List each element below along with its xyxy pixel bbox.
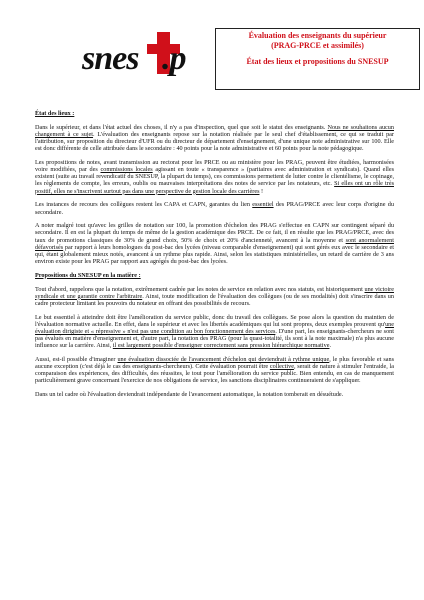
title-line-3: État des lieux et propositions du SNESUP	[246, 57, 389, 67]
header	[35, 0, 394, 90]
logo-text: snes .p	[82, 40, 186, 77]
title-line-2: (PRAG-PRCE et assimilés)	[271, 40, 364, 50]
paragraph: Les instances de recours des collègues restent les CAPA et CAPN, garantes du lien essentiel des PRAG/PRCE avec leur corps d'origine du secondaire.	[35, 201, 394, 216]
paragraph: Tout d'abord, rappelons que la notation, extrêmement cadrée par les notes de service en relation avec nos statuts, est historiquement une victoire syndicale et une garantie contre l'arbitraire. Ainsi, toute modification de l'évaluation des collègues (ou de ses modalités) doit s'inscrire dans un cadre protecteur limitant les pouvoirs du notateur en offrant des possibilités de recours.	[35, 285, 394, 307]
title-box	[215, 28, 420, 90]
paragraph: Les propositions de notes, avant transmission au rectorat pour les PRCE ou au ministère pour les PRAG, peuvent être étudiées, harmonisées voire modifiées, par des commissions locales agissant en toute « transparence » (paritaires avec administration et syndicats). Quand elles existent (suite au travail revendicatif du SNESUP, la plupart du temps), ces commissions permettent de lutter contre le clientélisme, le copinage, les règlements de compte, les erreurs, oublis ou mauvaises interprétations des notes de service par les notateurs, etc. Si elles ont un rôle très positif, elles ne s'inscrivent surtout pas dans une perspective de gestion locale des carrières !	[35, 158, 395, 195]
paragraph: A noter malgré tout qu'avec les grilles de notation sur 100, la promotion d'échelon des PRAG s'effectue en CAPN sur contingent séparé du secondaire. Il en est la plupart du temps de même de la gestion académique des PRCE. De ce fait, il en résulte que les PRAG/PRCE, avec des taux de promotions classiques de 30% de grand choix, 50% de choix et 20% d'ancienneté, avancent à la moyenne et sont anormalement défavorisés par rapport à leurs homologues du post-bac des lycées (niveau comparable d'enseignement) qui sont gérés eux avec le secondaire et qui, étant globalement mieux notés, avancent à un rythme plus rapide. Ainsi, selon les statistiques ministérielles, un retard de carrière de 3 ans environ existe pour les PRAG par rapport aux agrégés du post-bac des lycées.	[35, 222, 394, 266]
paragraph: Aussi, est-il possible d'imaginer une évaluation dissociée de l'avancement d'échelon qui deviendrait à rythme unique, le plus favorable et sans aucune exception (c'est déjà le cas des enseignants-chercheurs). Cette évaluation pourrait être collective, serait de nature à stimuler l'entraide, la comparaison des expériences, des difficultés, des réussites, le tout pour l'amélioration du service public. Bien entendu, en cas de manquement particulièrement grave concernant l'exercice de nos obligations de service, les sanctions disciplinaires continueraient de s'appliquer.	[35, 355, 395, 385]
paragraph: Dans le supérieur, et dans l'état actuel des choses, il n'y a pas d'inspection, quel que soit le statut des enseignants. Nous ne souhaitons aucun changement à ce sujet. L'évaluation des enseignants repose sur la notation réalisée par le seul chef d'établissement, ce qui se traduit par l'attribution, sur proposition du directeur d'UFR ou du directeur de département d'enseignement, d'une unique note administrative sur 100. Elle est donc différente de celle attribuée dans le secondaire : 40 points pour la note administrative et 60 points pour la note pédagogique.	[35, 123, 394, 153]
section-heading-etat: État des lieux :	[35, 110, 75, 117]
paragraph: Dans un tel cadre où l'évaluation deviendrait indépendante de l'avancement automatique, la notation tomberait en désuétude.	[35, 391, 344, 399]
document-body	[35, 110, 394, 405]
title-line-1: Évaluation des enseignants du supérieur	[248, 31, 387, 40]
section-heading-propositions: Propositions du SNESUP en la matière :	[35, 271, 141, 279]
snesup-logo	[82, 32, 212, 87]
paragraph: Le but essentiel à atteindre doit être l'amélioration du service public, donc du travail des collègues. Se pose alors la question du maintien de l'évaluation normative actuelle. En effet, dans le supérieur et avec les libertés académiques qui lui sont propres, deux exemples prouvent qu'une évaluation dirigiste et « répressive » n'est pas une condition au bon fonctionnement des services. D'une part, les enseignants-chercheurs ne sont pas évalués en matière d'enseignement et, d'autre part, la notation des PRAG (pour la quasi-totalité, ils sont à la note maximale) n'a plus aucune influence sur la carrière. Ainsi, il est largement possible d'enseigner correctement sans pression hiérarchique normative.	[35, 313, 394, 350]
